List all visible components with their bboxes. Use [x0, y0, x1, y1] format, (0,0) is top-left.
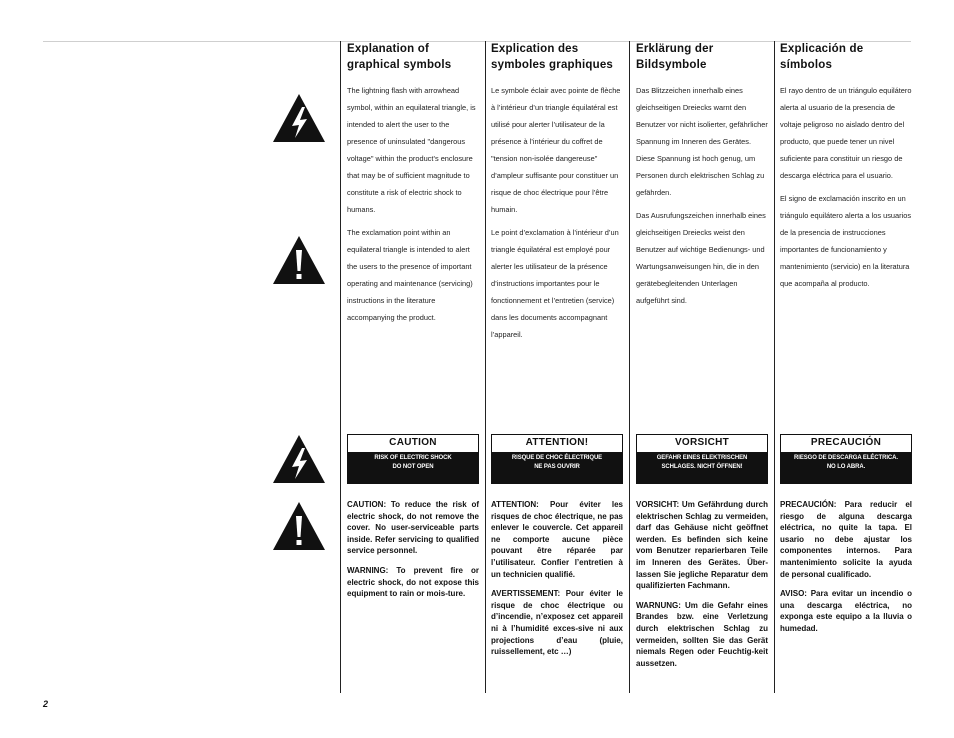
warning-paragraph: ATTENTION: Pour éviter les risques de choc électrique, ne pas enlever le couvercle. Cet appareil ne comporte aucune pièce pouvant être réparée par l’utilisateur. Confier l’entretien à un technicien qualifié. [491, 500, 623, 579]
exclamation-triangle-icon [272, 235, 326, 285]
caution-label-line: RISK OF ELECTRIC SHOCK [374, 455, 452, 461]
page-number: 2 [43, 699, 49, 709]
body-paragraph: Le symbole éclair avec pointe de flèche à l’intérieur d’un triangle équilatéral est utilisé pour alerter l’utilisateur de la présence à l’intérieur du coffret de "tension non-isolée dangereuse" d’ampleur suffisante pour constituer un risque de choc électrique pour l’être humain. [491, 86, 621, 214]
column-body-spanish [780, 82, 912, 298]
warning-text-spanish [780, 499, 912, 643]
column-heading-english: Explanation of graphical symbols [347, 43, 452, 71]
warning-text-german [636, 499, 768, 677]
caution-label-title: PRECAUCIÓN [810, 437, 882, 448]
column-heading-spanish: Explicación de símbolos [780, 43, 864, 71]
warning-paragraph: CAUTION: To reduce the risk of electric shock, do not remove the cover. No user-serviceable parts inside. Refer servicing to qualified service personnel. [347, 500, 479, 556]
caution-label-subtext [637, 452, 767, 483]
column-divider [629, 41, 630, 693]
exclamation-triangle-icon [272, 501, 326, 551]
caution-label-subtext [781, 452, 911, 483]
caution-label-box [780, 434, 912, 484]
body-paragraph: Das Ausrufungszeichen innerhalb eines gleichseitigen Dreiecks weist den Benutzer auf wichtige Bedienungs- und Wartungsanweisungen hin, die in den gerätebegleitenden Unterlagen aufgeführt sind. [636, 211, 766, 305]
column-divider [485, 41, 486, 693]
warning-text-english [347, 499, 479, 608]
body-paragraph: The exclamation point within an equilateral triangle is intended to alert the users to the presence of important operating and maintenance (servicing) instructions in the literature accompanying the product. [347, 228, 473, 322]
column-body-french [491, 82, 623, 349]
warning-paragraph: PRECAUCIÓN: Para reducir el riesgo de alguna descarga eléctrica, no quite la tapa. El usario no debe ajustar los componentes internos. Para mantenimiento solicite la ayuda de personal cualificado. [780, 500, 912, 579]
body-paragraph: El signo de exclamación inscrito en un triángulo equilátero alerta a los usuarios de la presencia de instrucciones importantes de funcionamiento y mantenimiento (servicio) en la literatura que acompaña al producto. [780, 194, 912, 288]
column-body-german [636, 82, 768, 315]
column-divider [340, 41, 341, 693]
caution-label-box [491, 434, 623, 484]
column-divider [774, 41, 775, 693]
warning-paragraph: AVERTISSEMENT: Pour éviter le risque de choc électrique ou d’incendie, n’exposez cet appareil ni à l’humidité exces-sive ni aux projections d’eau (pluie, ruissellement, etc …) [491, 589, 623, 657]
caution-label-box [347, 434, 479, 484]
body-paragraph: Le point d’exclamation à l’intérieur d’un triangle équilatéral est employé pour alerter les utilisateur de la présence d’instructions importantes pour le fonctionnement et l’entretien (service) dans les documents accompagnant l’appareil. [491, 228, 619, 339]
warning-text-french [491, 499, 623, 666]
lightning-triangle-icon [272, 434, 326, 484]
warning-paragraph: VORSICHT: Um Gefährdung durch elektrischen Schlag zu vermeiden, darf das Gehäuse nicht geöffnet werden. Es befinden sich keine vom Benutzer reparierbaren Teile im Inneren des Gerätes. Über-lassen Sie jegliche Reparatur dem qualifizierten Fachmann. [636, 500, 768, 591]
caution-label-line: NE PAS OUVRIR [534, 464, 580, 470]
body-paragraph: Das Blitzzeichen innerhalb eines gleichseitigen Dreiecks warnt den Benutzer vor nicht isolierter, gefährlicher Spannung im Inneren des Gerätes. Diese Spannung ist hoch genug, um Personen durch elektrischen Schlag zu gefährden. [636, 86, 768, 197]
warning-paragraph: WARNUNG: Um die Gefahr eines Brandes bzw. eine Verletzung durch elektrischen Schlag zu vermeiden, sollten Sie das Gerät niemals Regen oder Feuchtig-keit aussetzen. [636, 600, 768, 668]
caution-label-line: RIESGO DE DESCARGA ELÉCTRICA. [794, 455, 898, 461]
caution-label-box [636, 434, 768, 484]
caution-label-subtext [492, 452, 622, 483]
caution-label-title: ATTENTION! [525, 437, 589, 448]
column-body-english [347, 82, 479, 332]
caution-label-title: CAUTION [389, 437, 437, 448]
lightning-triangle-icon [272, 93, 326, 143]
caution-label-subtext [348, 452, 478, 483]
caution-label-line: RISQUE DE CHOC ÉLECTRIQUE [511, 455, 603, 461]
body-paragraph: El rayo dentro de un triángulo equilátero alerta al usuario de la presencia de voltaje peligroso no aislado dentro del producto, que puede tener un nivel suficiente para constituir un riesgo de descarga eléctrica para el usuario. [780, 86, 912, 180]
column-heading-french: Explication des symboles graphiques [491, 43, 614, 71]
warning-paragraph: AVISO: Para evitar un incendio o una descarga eléctrica, no exponga este equipo a la lluvia o humedad. [780, 589, 912, 633]
caution-label-line: GEFAHR EINES ELEKTRISCHEN [656, 455, 748, 461]
warning-paragraph: WARNING: To prevent fire or electric shock, do not expose this equipment to rain or mois-ture. [347, 565, 479, 599]
body-paragraph: The lightning flash with arrowhead symbol, within an equilateral triangle, is intended to alert the user to the presence of uninsulated "dangerous voltage" within the product’s enclosure that may be of sufficient magnitude to constitute a risk of electric shock to humans. [347, 86, 476, 214]
caution-label-line: SCHLAGES. NICHT ÖFFNEN! [661, 464, 743, 470]
caution-label-line: NO LO ABRA. [826, 464, 866, 470]
caution-label-title: VORSICHT [674, 437, 730, 448]
caution-label-line: DO NOT OPEN [392, 464, 434, 470]
column-heading-german: Erklärung der Bildsymbole [636, 43, 714, 71]
